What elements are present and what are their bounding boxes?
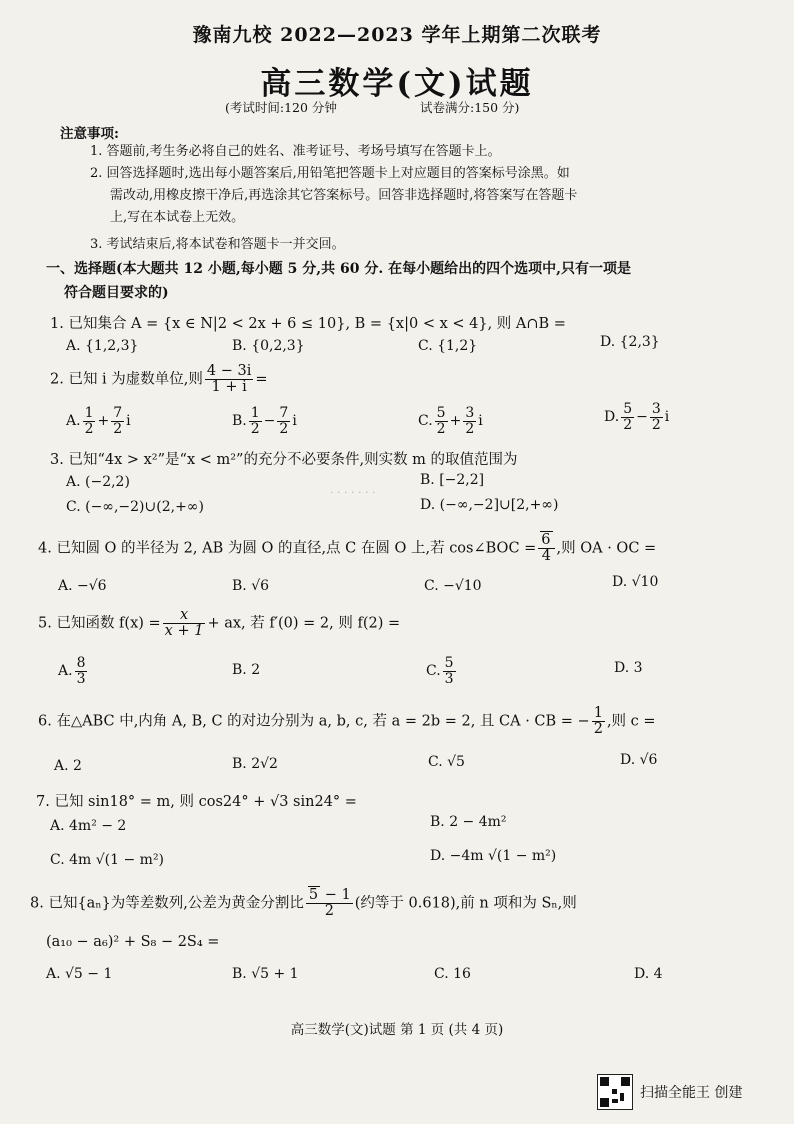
q3-option-b: B. [−2,2] [420,472,485,488]
exam-title: 高三数学(文)试题 [260,66,534,102]
q1-option-b: B. {0,2,3} [232,338,305,354]
q5-option-c: C. $\frac{5}{3}$ [426,655,454,687]
q2-option-d: D. $\frac{5}{2}$ − $\frac{3}{2}$ i [604,401,670,433]
exam-time: (考试时间:120 分钟 [225,100,337,115]
q4-option-a: A. −√6 [58,578,107,594]
q8-stem: 8. 已知{aₙ}为等差数列,公差为黄金分割比 [30,895,304,912]
q8-option-c: C. 16 [434,966,471,982]
page-footer: 高三数学(文)试题 第 1 页 (共 4 页) [290,1022,504,1038]
q2-option-c: C. $\frac{5}{2}$ + $\frac{3}{2}$ i [418,405,483,437]
q7-option-c: C. 4m √(1 − m²) [50,852,165,868]
q2-den: 1 + i [211,379,247,396]
q6-tail: ,则 c = [606,713,656,730]
q4-option-b: B. √6 [232,578,270,594]
q8-option-d: D. 4 [634,966,663,982]
q3-option-a: A. (−2,2) [66,474,130,490]
q5-tail: + ax, 若 f′(0) = 2, 则 f(2) = [207,615,401,632]
q3-option-d: D. (−∞,−2]∪[2,+∞) [420,497,559,513]
q6-option-a: A. 2 [54,758,82,774]
scanner-brand: 扫描全能王 创建 [640,1085,743,1101]
section-heading: 一、选择题(本大题共 12 小题,每小题 5 分,共 60 分. 在每小题给出的四个选项中,只有一项是 [46,261,631,277]
notice-title: 注意事项: [60,126,119,142]
q5-option-b: B. 2 [232,662,261,678]
question-6: 6. 在△ABC 中,内角 A, B, C 的对边分别为 a, b, c, 若 a = 2b = 2, 且 CA · CB = − $\frac{1}{2}$ ,则 c = [38,705,656,738]
q8-option-b: B. √5 + 1 [232,966,299,982]
question-4: 4. 已知圆 O 的半径为 2, AB 为圆 O 的直径,点 C 在圆 O 上,若 cos∠BOC = $\frac{6}{4}$ ,则 OA · OC = [38,532,657,565]
q5-option-a: A. $\frac{8}{3}$ [58,655,86,687]
q4-tail: ,则 OA · OC = [556,540,657,557]
question-2 [50,364,268,395]
q4-stem: 4. 已知圆 O 的半径为 2, AB 为圆 O 的直径,点 C 在圆 O 上,若 cos∠BOC = [38,540,537,557]
q7-option-b: B. 2 − 4m² [430,814,507,830]
q7-option-a: A. 4m² − 2 [50,818,127,834]
question-1: 1. 已知集合 A = {x ∈ N|2 < 2x + 6 ≤ 10}, B = {x|0 < x < 4}, 则 A∩B = [50,316,566,332]
q1-option-d: D. {2,3} [600,334,660,350]
q2-fraction [205,364,253,395]
q1-option-a: A. {1,2,3} [66,338,139,354]
q1-option-c: C. {1,2} [418,338,478,354]
q2-num: 4 − 3i [206,363,252,379]
notice-item-2a: 2. 回答选择题时,选出每小题答案后,用铅笔把答题卡上对应题目的答案标号涂黑。如 [90,166,570,181]
q2-equals: = [255,371,268,388]
q6-option-b: B. 2√2 [232,756,278,772]
question-8: 8. 已知{aₙ}为等差数列,公差为黄金分割比 $\frac{5 - 1}{2}$ (约等于 0.618),前 n 项和为 Sₙ,则 [30,887,577,920]
question-3: 3. 已知“4x > x²”是“x < m²”的充分不必要条件,则实数 m 的取值范围为 [50,452,518,468]
q6-stem: 6. 在△ABC 中,内角 A, B, C 的对边分别为 a, b, c, 若 a = 2b = 2, 且 CA · CB = − [38,713,590,730]
q8-option-a: A. √5 − 1 [46,966,113,982]
q2-stem: 2. 已知 i 为虚数单位,则 [50,371,203,388]
q4-option-d: D. √10 [612,574,659,590]
q8-tail: (约等于 0.618),前 n 项和为 Sₙ,则 [354,895,577,912]
q7-option-d: D. −4m √(1 − m²) [430,848,557,864]
notice-item-3: 3. 考试结束后,将本试卷和答题卡一并交回。 [90,237,345,252]
notice-item-2c: 上,写在本试卷上无效。 [110,210,245,225]
notice-item-2b: 需改动,用橡皮擦干净后,再选涂其它答案标号。回答非选择题时,将答案写在答题卡 [110,188,578,203]
q2-option-b: B. $\frac{1}{2}$ − $\frac{7}{2}$ i [232,405,297,437]
question-7: 7. 已知 sin18° = m, 则 cos24° + √3 sin24° = [36,794,357,810]
q3-option-c: C. (−∞,−2)∪(2,+∞) [66,499,204,515]
q5-option-d: D. 3 [614,660,643,676]
q4-option-c: C. −√10 [424,578,482,594]
q5-stem: 5. 已知函数 f(x) = [38,615,161,632]
qr-code-icon [597,1074,633,1110]
question-8-expression: (a₁₀ − a₆)² + S₈ − 2S₄ = [46,934,220,950]
question-5: 5. 已知函数 f(x) = $\frac{x}{x + 1}$ + ax, 若 f′(0) = 2, 则 f(2) = [38,607,401,640]
exam-score: 试卷满分:150 分) [420,100,520,115]
notice-item-1: 1. 答题前,考生务必将自己的姓名、准考证号、考场号填写在答题卡上。 [90,144,501,159]
q6-option-d: D. √6 [620,752,658,768]
section-heading-cont: 符合题目要求的) [64,285,169,301]
school-header: 豫南九校 2022—2023 学年上期第二次联考 [192,24,602,46]
q2-option-a: A. $\frac{1}{2}$ + $\frac{7}{2}$ i [66,405,131,437]
bleed-through-text: · · · · · · · [330,486,376,499]
q6-option-c: C. √5 [428,754,465,770]
